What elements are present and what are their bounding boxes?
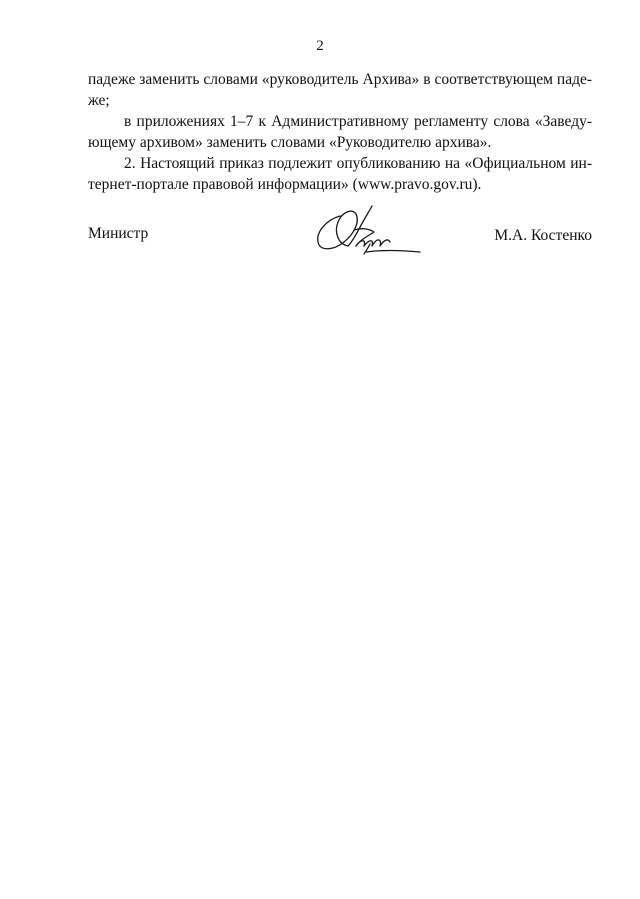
- paragraph-appendices: в приложениях 1–7 к Административному регламенту слова «Заведу-ющему архивом» заменить словами «Руководителю архива».: [88, 113, 592, 151]
- paragraph-case-replacement: падеже заменить словами «руководитель Архива» в соответствующем паде-же;: [88, 71, 592, 109]
- page-number: 2: [316, 38, 324, 54]
- handwritten-signature: [308, 200, 428, 270]
- signatory-title: Министр: [88, 225, 149, 242]
- signature-block: [88, 222, 592, 272]
- paragraph-publication: 2. Настоящий приказ подлежит опубликованию на «Официальном ин-тернет-портале правовой информации» (www.pravo.gov.ru).: [88, 155, 592, 193]
- document-body: [88, 69, 592, 195]
- signatory-name: М.А. Костенко: [494, 227, 592, 244]
